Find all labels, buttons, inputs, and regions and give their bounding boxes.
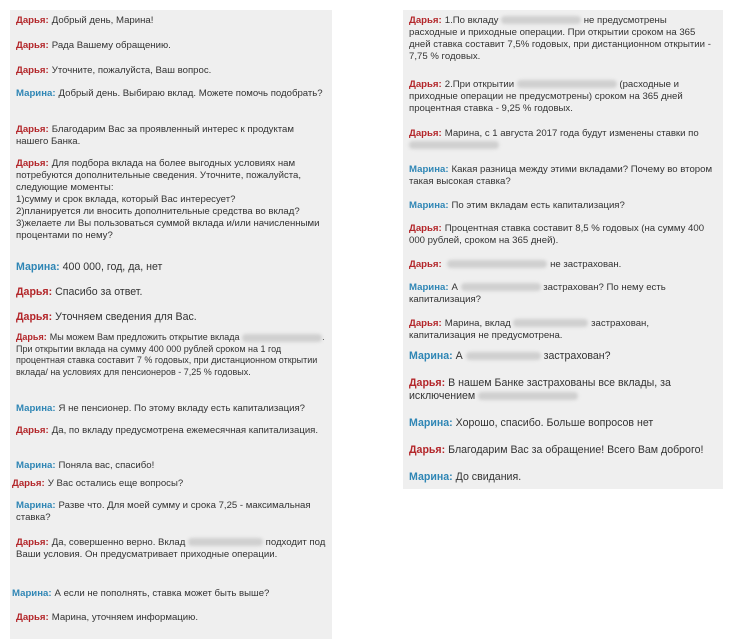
speaker-name: Дарья:	[16, 537, 49, 548]
message-text: застрахован?	[543, 350, 611, 362]
message-text: До свидания.	[455, 471, 522, 483]
chat-message	[16, 88, 326, 100]
message-text: подходит под Ваши условия. Он предусматривает приходные операции.	[16, 537, 326, 560]
chat-message	[16, 65, 326, 77]
chat-message	[12, 588, 326, 600]
speaker-name: Марина:	[16, 88, 56, 99]
chat-message	[409, 350, 717, 363]
speaker-name: Марина:	[409, 417, 453, 429]
message-text: Да, совершенно верно. Вклад	[51, 537, 186, 548]
chat-message	[16, 460, 326, 472]
chat-message	[409, 79, 717, 115]
message-text: застрахован, капитализация не предусмотрена.	[409, 318, 650, 341]
message-text: Благодарим Вас за проявленный интерес к продуктам нашего Банка.	[16, 124, 294, 147]
speaker-name: Дарья:	[16, 286, 53, 298]
chat-message	[16, 40, 326, 52]
message-text: А если не пополнять, ставка может быть выше?	[54, 588, 270, 599]
speaker-name: Дарья:	[409, 377, 446, 389]
message-text: не застрахован.	[550, 259, 622, 270]
message-text: Уточняем сведения для Вас.	[55, 311, 197, 323]
message-text: А	[455, 350, 463, 362]
message-text: 400 000, год, да, нет	[62, 261, 163, 273]
chat-message	[16, 158, 326, 242]
speaker-name: Дарья:	[16, 40, 49, 51]
message-text: Мы можем Вам предложить открытие вклада	[49, 332, 240, 342]
speaker-name: Марина:	[409, 200, 449, 211]
chat-message	[409, 128, 717, 152]
redacted-text	[513, 319, 588, 327]
message-text: Благодарим Вас за обращение! Всего Вам доброго!	[448, 444, 704, 456]
speaker-name: Марина:	[409, 471, 453, 483]
speaker-name: Марина:	[12, 588, 52, 599]
speaker-name: Дарья:	[409, 318, 442, 329]
speaker-name: Дарья:	[16, 65, 49, 76]
message-text: Спасибо за ответ.	[55, 286, 143, 298]
speaker-name: Дарья:	[16, 425, 49, 436]
message-line: 1)сумму и срок вклада, который Вас интересует?	[16, 194, 236, 205]
chat-message	[409, 444, 717, 457]
message-text: По этим вкладам есть капитализация?	[451, 200, 625, 211]
chat-message	[16, 537, 326, 561]
chat-message	[16, 261, 326, 274]
message-text: Добрый день. Выбираю вклад. Можете помочь подобрать?	[58, 88, 323, 99]
speaker-name: Марина:	[409, 164, 449, 175]
speaker-name: Дарья:	[409, 128, 442, 139]
speaker-name: Дарья:	[16, 158, 49, 169]
message-text: А	[451, 282, 458, 293]
speaker-name: Дарья:	[16, 124, 49, 135]
speaker-name: Дарья:	[16, 332, 47, 342]
speaker-name: Дарья:	[409, 223, 442, 234]
speaker-name: Дарья:	[12, 478, 45, 489]
speaker-name: Марина:	[16, 460, 56, 471]
message-text: 2.При открытии	[444, 79, 515, 90]
chat-message	[409, 223, 717, 247]
message-text: Добрый день, Марина!	[51, 15, 154, 26]
chat-message	[409, 318, 717, 342]
message-text: Какая разница между этими вкладами? Почему во втором такая высокая ставка?	[409, 164, 713, 187]
chat-message	[409, 15, 717, 63]
speaker-name: Марина:	[409, 282, 449, 293]
message-text: У Вас остались еще вопросы?	[47, 478, 184, 489]
message-text: Я не пенсионер. По этому вкладу есть капитализация?	[58, 403, 305, 414]
speaker-name: Марина:	[409, 350, 453, 362]
redacted-text	[188, 538, 263, 546]
speaker-name: Дарья:	[16, 612, 49, 623]
chat-message	[409, 164, 717, 188]
chat-message	[16, 425, 326, 437]
speaker-name: Марина:	[16, 403, 56, 414]
message-text: Для подбора вклада на более выгодных условиях нам потребуются дополнительные сведения. Уточните, пожалуйста, следующие моменты:	[16, 158, 302, 193]
chat-log-right	[403, 10, 723, 489]
speaker-name: Дарья:	[16, 15, 49, 26]
chat-message	[16, 124, 326, 148]
speaker-name: Дарья:	[409, 79, 442, 90]
redacted-text	[478, 392, 578, 400]
chat-message	[409, 377, 717, 403]
chat-message	[16, 15, 326, 27]
message-text: . При открытии вклада на сумму 400 000 рублей сроком на 1 год процентная ставка составит 7 % годовых, при дистанционном открытии вклада/ на условиях для пенсионеров - 7,25 % годовых.	[16, 332, 325, 377]
message-text: 1.По вкладу	[444, 15, 499, 26]
message-text: Процентная ставка составит 8,5 % годовых (на сумму 400 000 рублей, сроком на 365 дней).	[409, 223, 705, 246]
message-text: Марина, с 1 августа 2017 года будут изменены ставки по	[444, 128, 699, 139]
message-text: Марина, уточняем информацию.	[51, 612, 198, 623]
chat-message	[409, 200, 717, 212]
chat-message	[409, 259, 717, 271]
message-text: Поняла вас, спасибо!	[58, 460, 155, 471]
chat-message	[409, 471, 717, 484]
chat-log-left	[10, 10, 332, 639]
redacted-text	[409, 141, 499, 149]
message-text: Рада Вашему обращению.	[51, 40, 171, 51]
redacted-text	[242, 334, 322, 342]
message-text: В нашем Банке застрахованы все вклады, за исключением	[409, 377, 671, 402]
chat-message	[16, 612, 326, 624]
message-text: не предусмотрены расходные и приходные операции. При открытии сроком на 365 дней ставка составит 7,5% годовых, при дистанционном открытии - 7,75 % годовых.	[409, 15, 711, 62]
message-text: Хорошо, спасибо. Больше вопросов нет	[455, 417, 654, 429]
redacted-text	[501, 16, 581, 24]
chat-message	[16, 500, 326, 524]
chat-message	[16, 332, 326, 378]
message-line: 2)планируется ли вносить дополнительные средства во вклад?	[16, 206, 300, 217]
redacted-text	[447, 260, 547, 268]
speaker-name: Дарья:	[409, 444, 446, 456]
speaker-name: Марина:	[16, 500, 56, 511]
chat-message	[16, 286, 326, 299]
speaker-name: Марина:	[16, 261, 60, 273]
chat-message	[12, 478, 326, 490]
message-line: 3)желаете ли Вы пользоваться суммой вклада и/или начисленными процентами по нему?	[16, 218, 320, 241]
speaker-name: Дарья:	[16, 311, 53, 323]
chat-message	[16, 403, 326, 415]
message-text: Разве что. Для моей сумму и срока 7,25 - максимальная ставка?	[16, 500, 311, 523]
message-text: Да, по вкладу предусмотрена ежемесячная капитализация.	[51, 425, 319, 436]
redacted-text	[461, 283, 541, 291]
message-text: (расходные и приходные операции не предусмотрены) сроком на 365 дней процентная ставка - 9,25 % годовых.	[409, 79, 683, 114]
message-text: застрахован? По нему есть капитализация?	[409, 282, 666, 305]
chat-message	[409, 282, 717, 306]
chat-message	[16, 311, 326, 324]
message-text: Марина, вклад	[444, 318, 511, 329]
redacted-text	[517, 80, 617, 88]
redacted-text	[466, 352, 541, 360]
message-text: Уточните, пожалуйста, Ваш вопрос.	[51, 65, 212, 76]
chat-message	[409, 417, 717, 430]
speaker-name: Дарья:	[409, 259, 442, 270]
speaker-name: Дарья:	[409, 15, 442, 26]
